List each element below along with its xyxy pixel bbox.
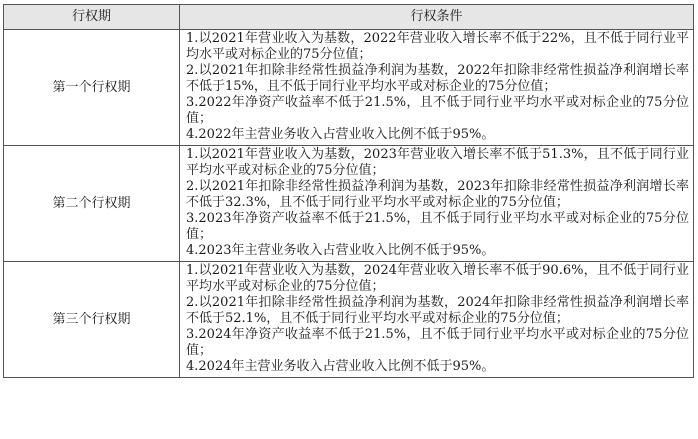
exercise-conditions-table-wrapper (3, 4, 693, 378)
condition-item: 4.2024年主营业务收入占营业收入比例不低于95%。 (186, 359, 495, 374)
condition-item: 1.以2021年营业收入为基数，2022年营业收入增长率不低于22%，且不低于同行业平均水平或对标企业的75分位值； (186, 31, 689, 62)
period-cell: 第三个行权期 (4, 262, 180, 378)
table-row (4, 146, 694, 262)
header-conditions: 行权条件 (180, 5, 694, 30)
conditions-cell (180, 262, 694, 378)
period-cell: 第一个行权期 (4, 30, 180, 146)
header-period: 行权期 (4, 5, 180, 30)
condition-item: 3.2023年净资产收益率不低于21.5%，且不低于同行业平均水平或对标企业的75分位值； (186, 211, 689, 242)
conditions-cell (180, 30, 694, 146)
table-row (4, 30, 694, 146)
condition-item: 3.2022年净资产收益率不低于21.5%，且不低于同行业平均水平或对标企业的75分位值； (186, 95, 689, 126)
condition-item: 1.以2021年营业收入为基数，2023年营业收入增长率不低于51.3%，且不低于同行业平均水平或对标企业的75分位值； (186, 147, 689, 178)
table-row (4, 262, 694, 378)
condition-item: 2.以2021年扣除非经常性损益净利润为基数，2022年扣除非经常性损益净利润增长率不低于15%，且不低于同行业平均水平或对标企业的75分位值； (186, 63, 689, 94)
condition-item: 3.2024年净资产收益率不低于21.5%，且不低于同行业平均水平或对标企业的75分位值； (186, 327, 689, 358)
condition-item: 2.以2021年扣除非经常性损益净利润为基数，2024年扣除非经常性损益净利润增长率不低于52.1%，且不低于同行业平均水平或对标企业的75分位值； (186, 295, 689, 326)
condition-item: 2.以2021年扣除非经常性损益净利润为基数，2023年扣除非经常性损益净利润增长率不低于32.3%，且不低于同行业平均水平或对标企业的75分位值； (186, 179, 689, 210)
conditions-cell (180, 146, 694, 262)
condition-item: 4.2022年主营业务收入占营业收入比例不低于95%。 (186, 127, 495, 142)
period-cell: 第二个行权期 (4, 146, 180, 262)
condition-item: 1.以2021年营业收入为基数，2024年营业收入增长率不低于90.6%，且不低于同行业平均水平或对标企业的75分位值； (186, 263, 689, 294)
exercise-conditions-table (3, 4, 694, 378)
condition-item: 4.2023年主营业务收入占营业收入比例不低于95%。 (186, 243, 495, 258)
header-row (4, 5, 694, 30)
